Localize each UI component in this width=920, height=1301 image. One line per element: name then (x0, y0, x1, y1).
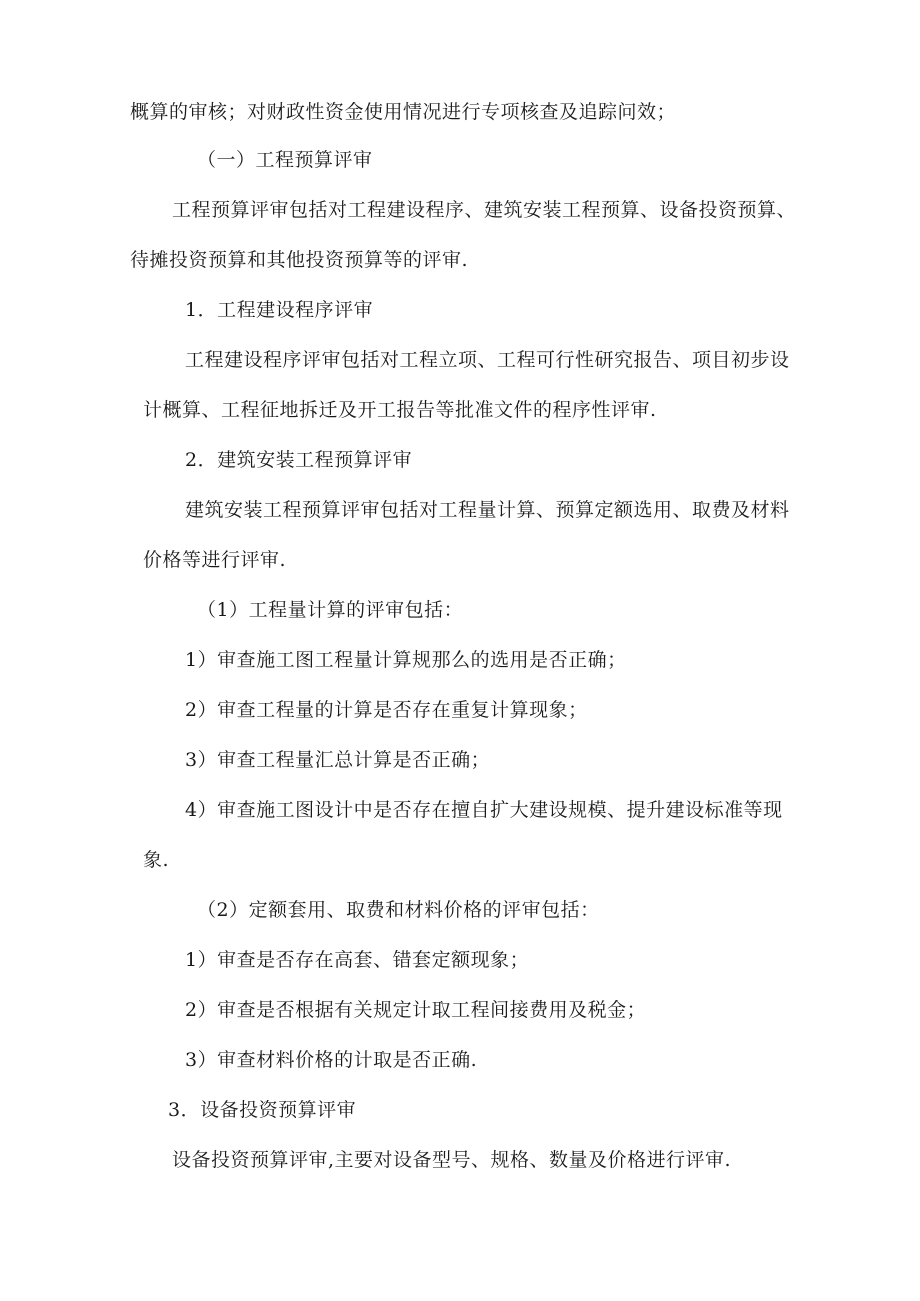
list-item: 2）审查工程量的计算是否存在重复计算现象； (185, 699, 588, 721)
list-item: 1）审查是否存在高套、错套定额现象； (185, 949, 530, 971)
list-item-continuation: 象. (143, 849, 170, 871)
subsection-heading: 1．工程建设程序评审 (185, 299, 374, 321)
list-heading: （1）工程量计算的评审包括： (197, 599, 464, 621)
list-item: 4）审查施工图设计中是否存在擅自扩大建设规模、提升建设标准等现 (185, 799, 783, 821)
paragraph-line: 概算的审核；对财政性资金使用情况进行专项核查及追踪问效； (130, 101, 677, 123)
paragraph-line: 建筑安装工程预算评审包括对工程量计算、预算定额选用、取费及材料 (185, 499, 790, 521)
paragraph-line: 待摊投资预算和其他投资预算等的评审. (130, 249, 469, 271)
list-item: 2）审查是否根据有关规定计取工程间接费用及税金； (185, 999, 647, 1021)
list-item: 3）审查工程量汇总计算是否正确； (185, 749, 491, 771)
paragraph-line: 工程预算评审包括对工程建设程序、建筑安装工程预算、设备投资预算、 (172, 199, 797, 221)
paragraph-line: 价格等进行评审. (143, 549, 287, 571)
paragraph-line: 工程建设程序评审包括对工程立项、工程可行性研究报告、项目初步设 (185, 349, 790, 371)
list-heading: （2）定额套用、取费和材料价格的评审包括： (197, 899, 600, 921)
subsection-heading: 2．建筑安装工程预算评审 (185, 449, 413, 471)
paragraph-line: 计概算、工程征地拆迁及开工报告等批准文件的程序性评审. (143, 399, 657, 421)
paragraph-line: 设备投资预算评审,主要对设备型号、规格、数量及价格进行评审. (172, 1149, 732, 1171)
subsection-heading: 3．设备投资预算评审 (168, 1099, 357, 1121)
section-heading: （一）工程预算评审 (197, 149, 373, 171)
list-item: 1）审查施工图工程量计算规那么的选用是否正确； (185, 649, 627, 671)
list-item: 3）审查材料价格的计取是否正确. (185, 1049, 478, 1071)
